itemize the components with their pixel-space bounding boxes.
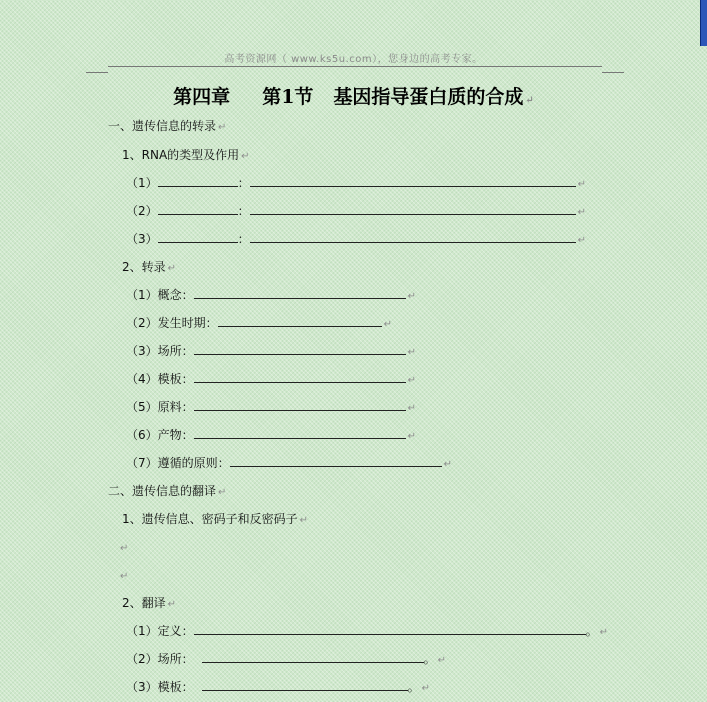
item-label: （2）发生时期： [126, 316, 218, 330]
fill-blank[interactable] [194, 427, 406, 439]
item-label: （2）场所： [126, 652, 194, 666]
fill-blank[interactable] [202, 651, 424, 663]
paragraph-mark: ↵ [218, 122, 227, 133]
transcription-heading-text: 2、转录 [122, 260, 166, 274]
rna-item-3 [126, 231, 586, 249]
transcription-item-2 [126, 315, 392, 333]
transcription-item-1 [126, 287, 416, 305]
transcription-item-3 [126, 343, 416, 361]
paragraph-mark: ↵ [577, 179, 587, 190]
paragraph-mark: ↵ [577, 207, 587, 218]
item-end: 。 [423, 652, 436, 666]
paragraph-mark: ↵ [407, 403, 417, 414]
paragraph-mark: ↵ [525, 95, 534, 106]
translation-heading [122, 595, 176, 613]
paragraph-mark: ↵ [299, 515, 309, 526]
item-end: 。 [407, 680, 420, 694]
fill-blank[interactable] [202, 679, 408, 691]
title-section: 第1节 [262, 86, 314, 108]
rna-item-2 [126, 203, 586, 221]
rna-item-number: （3） [126, 232, 158, 246]
rna-item-1 [126, 175, 586, 193]
paragraph-mark: ↵ [599, 627, 609, 638]
empty-paragraph [118, 567, 128, 585]
transcription-heading [122, 259, 176, 277]
header-rule-middle [108, 66, 602, 67]
paragraph-mark: ↵ [443, 459, 453, 470]
fill-blank[interactable] [194, 343, 406, 355]
paragraph-mark: ↵ [407, 347, 417, 358]
fill-blank[interactable] [194, 287, 406, 299]
scrollbar-handle[interactable] [700, 0, 707, 46]
paragraph-mark: ↵ [241, 151, 250, 162]
header-rule [86, 66, 624, 74]
translation-heading-text: 2、翻译 [122, 596, 166, 610]
fill-blank[interactable] [158, 175, 238, 187]
title-chapter: 第四章 [173, 86, 231, 108]
item-label: （6）产物： [126, 428, 194, 442]
paragraph-mark: ↵ [437, 655, 447, 666]
document-title [0, 82, 707, 109]
paragraph-mark: ↵ [218, 487, 227, 498]
paragraph-mark: ↵ [120, 571, 129, 582]
item-label: （4）模板： [126, 372, 194, 386]
section-2-heading [108, 483, 226, 501]
code-heading-text: 1、遗传信息、密码子和反密码子 [122, 512, 298, 526]
section-2-heading-text: 二、遗传信息的翻译 [108, 484, 217, 498]
translation-item-3 [126, 679, 430, 697]
title-topic: 基因指导蛋白质的合成 [333, 86, 524, 108]
paragraph-mark: ↵ [407, 375, 417, 386]
paragraph-mark: ↵ [120, 543, 129, 554]
section-1-heading-text: 一、遗传信息的转录 [108, 119, 217, 133]
transcription-item-7 [126, 455, 452, 473]
fill-blank[interactable] [194, 623, 586, 635]
translation-item-1 [126, 623, 608, 641]
rna-item-colon: ： [237, 176, 250, 190]
fill-blank[interactable] [230, 455, 442, 467]
paragraph-mark: ↵ [421, 683, 431, 694]
item-label: （3）场所： [126, 344, 194, 358]
header-rule-right [602, 72, 624, 73]
item-label: （5）原料： [126, 400, 194, 414]
rna-heading-text: 1、RNA的类型及作用 [122, 148, 240, 162]
rna-item-number: （1） [126, 176, 158, 190]
fill-blank[interactable] [194, 371, 406, 383]
rna-heading [122, 147, 250, 165]
fill-blank[interactable] [250, 231, 576, 243]
item-label: （1）概念： [126, 288, 194, 302]
translation-item-2 [126, 651, 446, 669]
empty-paragraph [118, 539, 128, 557]
paragraph-mark: ↵ [167, 263, 177, 274]
fill-blank[interactable] [250, 175, 576, 187]
paragraph-mark: ↵ [167, 599, 177, 610]
item-label: （3）模板： [126, 680, 194, 694]
transcription-item-5 [126, 399, 416, 417]
item-end: 。 [585, 624, 598, 638]
code-heading [122, 511, 308, 529]
paragraph-mark: ↵ [577, 235, 587, 246]
fill-blank[interactable] [194, 399, 406, 411]
paragraph-mark: ↵ [407, 291, 417, 302]
item-label: （7）遵循的原则： [126, 456, 230, 470]
fill-blank[interactable] [218, 315, 382, 327]
page-header: 高考资源网（ www.ks5u.com），您身边的高考专家。 [224, 54, 483, 65]
fill-blank[interactable] [158, 231, 238, 243]
rna-item-colon: ： [237, 204, 250, 218]
rna-item-number: （2） [126, 204, 158, 218]
header-rule-left [86, 72, 108, 73]
paragraph-mark: ↵ [407, 431, 417, 442]
transcription-item-4 [126, 371, 416, 389]
item-label: （1）定义： [126, 624, 194, 638]
rna-item-colon: ： [237, 232, 250, 246]
transcription-item-6 [126, 427, 416, 445]
fill-blank[interactable] [158, 203, 238, 215]
fill-blank[interactable] [250, 203, 576, 215]
paragraph-mark: ↵ [383, 319, 393, 330]
section-1-heading [108, 118, 226, 136]
